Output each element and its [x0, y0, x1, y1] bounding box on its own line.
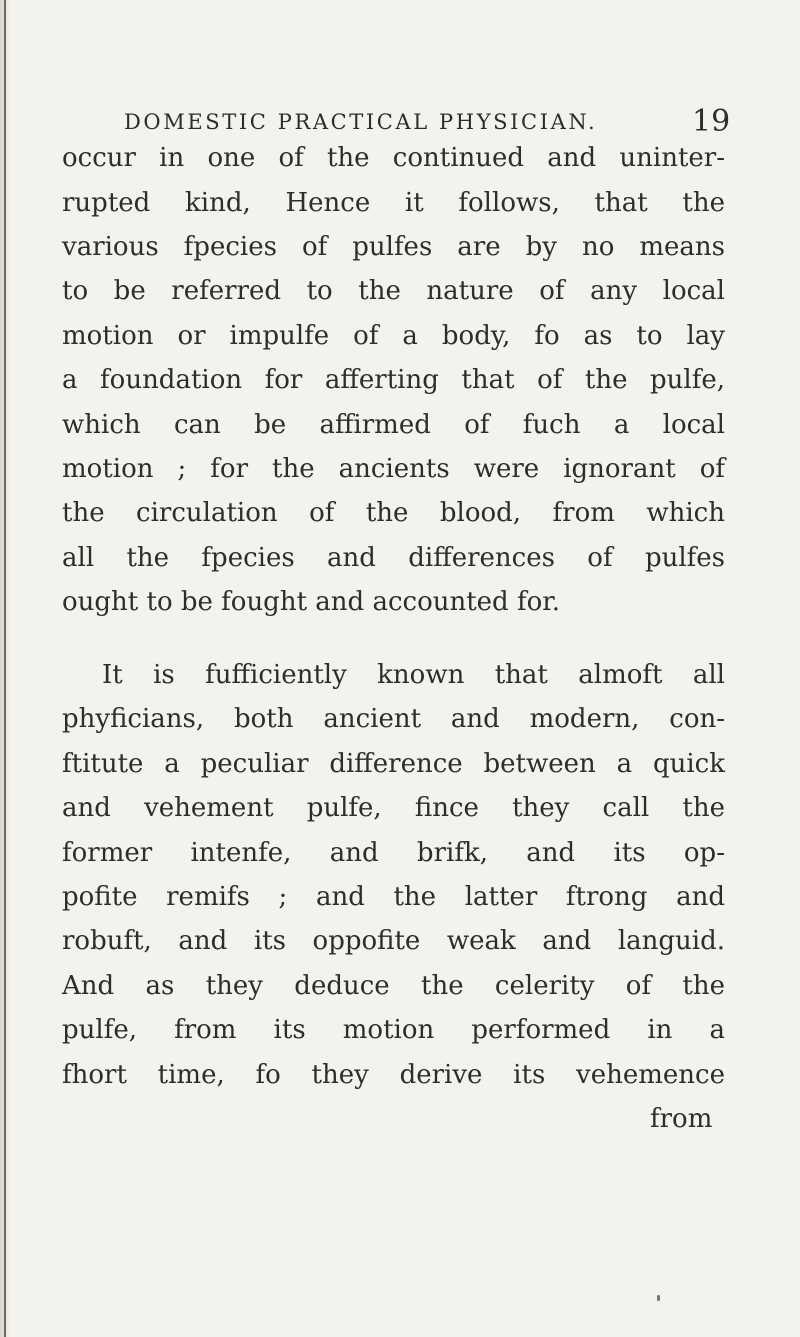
- text-line: pulfe, from its motion performed in a: [62, 1015, 725, 1045]
- text-line: phyficians, both ancient and modern, con-: [62, 704, 725, 734]
- text-line: motion or impulfe of a body, fo as to lay: [62, 321, 725, 351]
- text-line: various fpecies of pulfes are by no means: [62, 232, 725, 262]
- running-head-title: DOMESTIC PRACTICAL PHYSICIAN.: [124, 110, 598, 134]
- text-line: which can be affirmed of fuch a local: [62, 410, 725, 440]
- text-line: the circulation of the blood, from which: [62, 498, 725, 528]
- ink-speck: [657, 1295, 660, 1301]
- page-number: 19: [692, 104, 731, 139]
- catchword: from: [650, 1104, 713, 1134]
- text-line: fhort time, fo they derive its vehemence: [62, 1060, 725, 1090]
- page-edge-line: [4, 0, 6, 1337]
- text-line: It is fufficiently known that almoft all: [102, 660, 725, 690]
- text-line: former intenfe, and brifk, and its op-: [62, 838, 725, 868]
- text-line: to be referred to the nature of any local: [62, 276, 725, 306]
- text-line: robuft, and its oppofite weak and languid.: [62, 926, 725, 956]
- text-line: ftitute a peculiar difference between a quick: [62, 749, 725, 779]
- text-line: motion ; for the ancients were ignorant of: [62, 454, 725, 484]
- text-line: occur in one of the continued and uninter-: [62, 143, 725, 173]
- text-line: rupted kind, Hence it follows, that the: [62, 188, 725, 218]
- running-head: [124, 104, 731, 142]
- text-line: a foundation for afferting that of the pulfe,: [62, 365, 725, 395]
- text-line: pofite remifs ; and the latter ftrong and: [62, 882, 725, 912]
- text-line: And as they deduce the celerity of the: [62, 971, 725, 1001]
- text-line: and vehement pulfe, fince they call the: [62, 793, 725, 823]
- text-line: all the fpecies and differences of pulfes: [62, 543, 725, 573]
- text-line: ought to be fought and accounted for.: [62, 587, 561, 617]
